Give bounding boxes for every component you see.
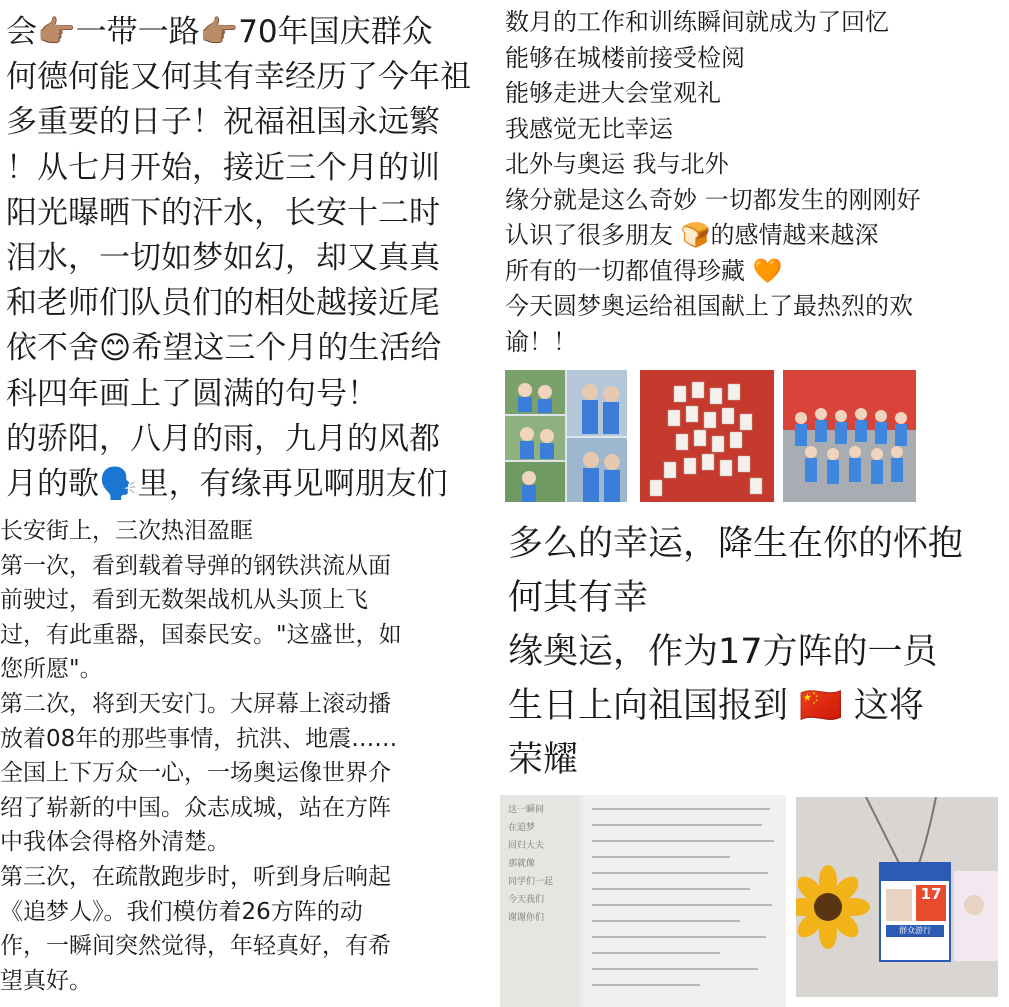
text-line: 依不舍😊希望这三个月的生活给 xyxy=(6,330,442,367)
note-line: 在追梦 xyxy=(508,823,536,833)
note-text-left xyxy=(508,801,578,927)
badge-label: 群众游行 xyxy=(899,926,931,935)
photo-sunflower-badge xyxy=(796,797,998,997)
text-line: 所有的一切都值得珍藏 🧡 xyxy=(505,256,783,285)
text-line: 阳光曝晒下的汗水，长安十二时 xyxy=(6,194,440,231)
text-panel-top-right xyxy=(505,0,1009,365)
note-line: 这一瞬间 xyxy=(508,805,545,815)
text-line: 泪水，一切如梦如幻，却又真真 xyxy=(6,240,440,276)
text-line: 第一次，看到载着导弹的钢铁洪流从面 xyxy=(0,552,391,579)
badge-number: 17 xyxy=(920,885,942,903)
text-line: 多么的幸运，降生在你的怀抱 xyxy=(508,524,964,564)
text-line: 第二次，将到天安门。大屏幕上滚动播 xyxy=(0,691,391,717)
text-line: 作，一瞬间突然觉得，年轻真好，有希 xyxy=(0,933,391,960)
text-line: ！从七月开始，接近三个月的训 xyxy=(6,149,440,186)
photo-cards-on-red-table xyxy=(640,370,774,502)
text-line: 能够在城楼前接受检阅 xyxy=(505,43,745,72)
text-line: 长安街上，三次热泪盈眶 xyxy=(0,518,253,544)
text-line: 缘分就是这么奇妙 一切都发生的刚刚好 xyxy=(505,185,921,214)
text-line: 能够走进大会堂观礼 xyxy=(505,79,721,107)
text-line: 今天圆梦奥运给祖国献上了最热烈的欢 xyxy=(505,292,913,320)
text-line: 认识了很多朋友 🍞的感情越来越深 xyxy=(505,221,879,249)
text-panel-top-left xyxy=(0,0,505,500)
text-line: 第三次，在疏散跑步时，听到身后响起 xyxy=(0,864,391,890)
text-line: 何德何能又何其有幸经历了今年祖 xyxy=(6,59,471,96)
photo-group-red-background xyxy=(783,370,916,502)
text-line: 月的歌🗣️里，有缘再见啊朋友们 xyxy=(6,466,448,500)
text-line: 北外与奥运 我与北外 xyxy=(505,150,729,178)
text-line: 望真好。 xyxy=(0,967,92,994)
text-line: 全国上下万众一心，一场奥运像世界介 xyxy=(0,760,391,787)
text-line: 和老师们队员们的相处越接近尾 xyxy=(6,285,440,322)
text-line: 前驶过，看到无数架战机从头顶上飞 xyxy=(0,587,368,614)
text-line: 缘奥运，作为17方阵的一员 xyxy=(508,632,938,672)
text-line: 多重要的日子！祝福祖国永远繁 xyxy=(6,104,440,141)
text-line: 科四年画上了圆满的句号！ xyxy=(6,375,378,412)
text-line: 会👉🏽一带一路👉🏽70年国庆群众 xyxy=(6,14,433,50)
text-line: 谕！！ xyxy=(505,327,577,356)
text-panel-bottom-right xyxy=(500,508,1009,790)
text-line: 荣耀 xyxy=(508,740,579,780)
note-line: 回归大夫 xyxy=(508,841,545,851)
text-line: 生日上向祖国报到 🇨🇳 这将 xyxy=(508,686,924,726)
text-line: 何其有幸 xyxy=(508,578,649,618)
text-line: 放着08年的那些事情，抗洪、地震…… xyxy=(0,725,398,752)
note-line: 那就像 xyxy=(508,859,536,869)
photo-collage-group-grid xyxy=(505,370,627,502)
text-line: 中我体会得格外清楚。 xyxy=(0,829,230,856)
note-line: 谢谢你们 xyxy=(508,913,545,923)
note-line: 今天我们 xyxy=(508,895,545,905)
text-line: 的骄阳，八月的雨，九月的风都 xyxy=(6,420,440,457)
note-line: 同学们一起 xyxy=(508,877,554,887)
photo-handwritten-note xyxy=(500,795,786,1007)
text-line: 绍了崭新的中国。众志成城，站在方阵 xyxy=(0,794,391,821)
text-line: 过，有此重器，国泰民安。"这盛世，如 xyxy=(0,621,402,648)
text-line: 我感觉无比幸运 xyxy=(505,114,673,143)
text-panel-bottom-left xyxy=(0,508,500,1007)
text-line: 您所愿"。 xyxy=(0,656,103,683)
text-line: 《追梦人》。我们模仿着26方阵的动 xyxy=(0,898,363,925)
text-line: 数月的工作和训练瞬间就成为了回忆 xyxy=(505,8,889,36)
